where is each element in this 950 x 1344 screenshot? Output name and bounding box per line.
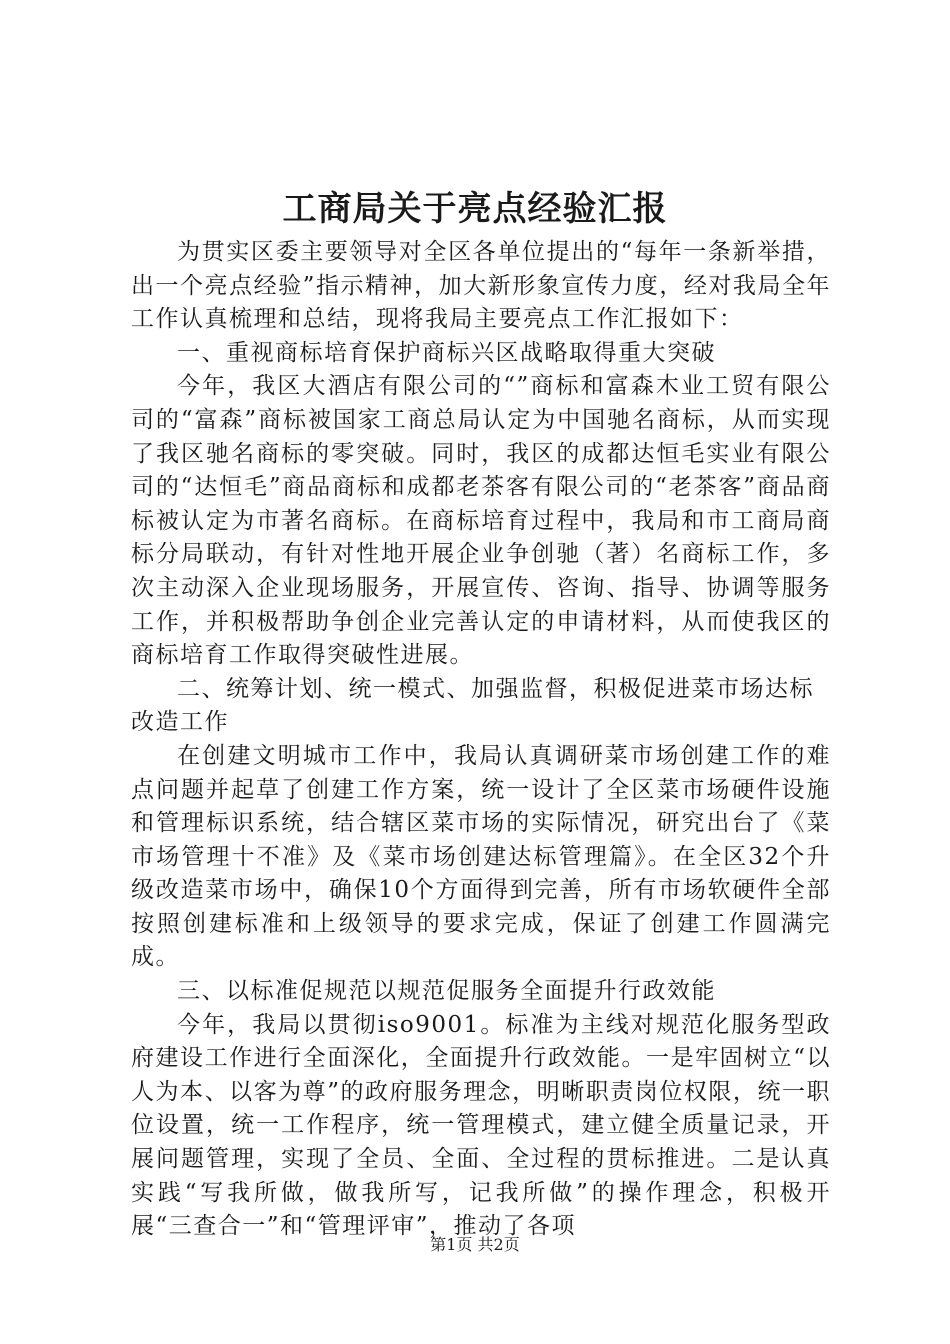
section-2-paragraph: 在创建文明城市工作中，我局认真调研菜市场创建工作的难点问题并起草了创建工作方案，统一设计了全区菜市场硬件设施和管理标识系统，结合辖区菜市场的实际情况，研究出台了《菜市场管理十不准》及《菜市场创建达标管理篇》。在全区32个升级改造菜市场中，确保10个方面得到完善，所有市场软硬件全部按照创建标准和上级领导的要求完成，保证了创建工作圆满完成。 (131, 742, 831, 971)
document-title: 工商局关于亮点经验汇报 (282, 189, 668, 229)
section-1-paragraph: 今年，我区大酒店有限公司的“”商标和富森木业工贸有限公司的“富森”商标被国家工商总局认定为中国驰名商标，从而实现了我区驰名商标的零突破。同时，我区的成都达恒毛实业有限公司的“达恒毛”商品商标和成都老茶客有限公司的“老茶客”商品商标被认定为市著名商标。在商标培育过程中，我局和市工商局商标分局联动，有针对性地开展企业争创驰（著）名商标工作，多次主动深入企业现场服务，开展宣传、咨询、指导、协调等服务工作，并积极帮助争创企业完善认定的申请材料，从而使我区的商标培育工作取得突破性进展。 (131, 373, 831, 669)
page-footer: 第1页 共2页 (430, 1235, 520, 1254)
section-3-heading: 三、以标准促规范以规范促服务全面提升行政效能 (177, 978, 716, 1005)
section-2-heading: 二、统筹计划、统一模式、加强监督，积极促进菜市场达标改造工作 (131, 675, 814, 736)
document-body (131, 236, 831, 1244)
section-1-heading: 一、重视商标培育保护商标兴区战略取得重大突破 (177, 339, 716, 366)
intro-paragraph: 为贯实区委主要领导对全区各单位提出的“每年一条新举措，出一个亮点经验”指示精神，加大新形象宣传力度，经对我局全年工作认真梳理和总结，现将我局主要亮点工作汇报如下： (131, 239, 831, 333)
section-3-paragraph: 今年，我局以贯彻iso9001。标准为主线对规范化服务型政府建设工作进行全面深化，全面提升行政效能。一是牢固树立“以人为本、以客为尊”的政府服务理念，明晰职责岗位权限，统一职位设置，统一工作程序，统一管理模式，建立健全质量记录，开展问题管理，实现了全员、全面、全过程的贯标推进。二是认真实践“写我所做，做我所写，记我所做”的操作理念，积极开展“三查合一”和“管理评审”，推动了各项 (131, 1011, 831, 1240)
